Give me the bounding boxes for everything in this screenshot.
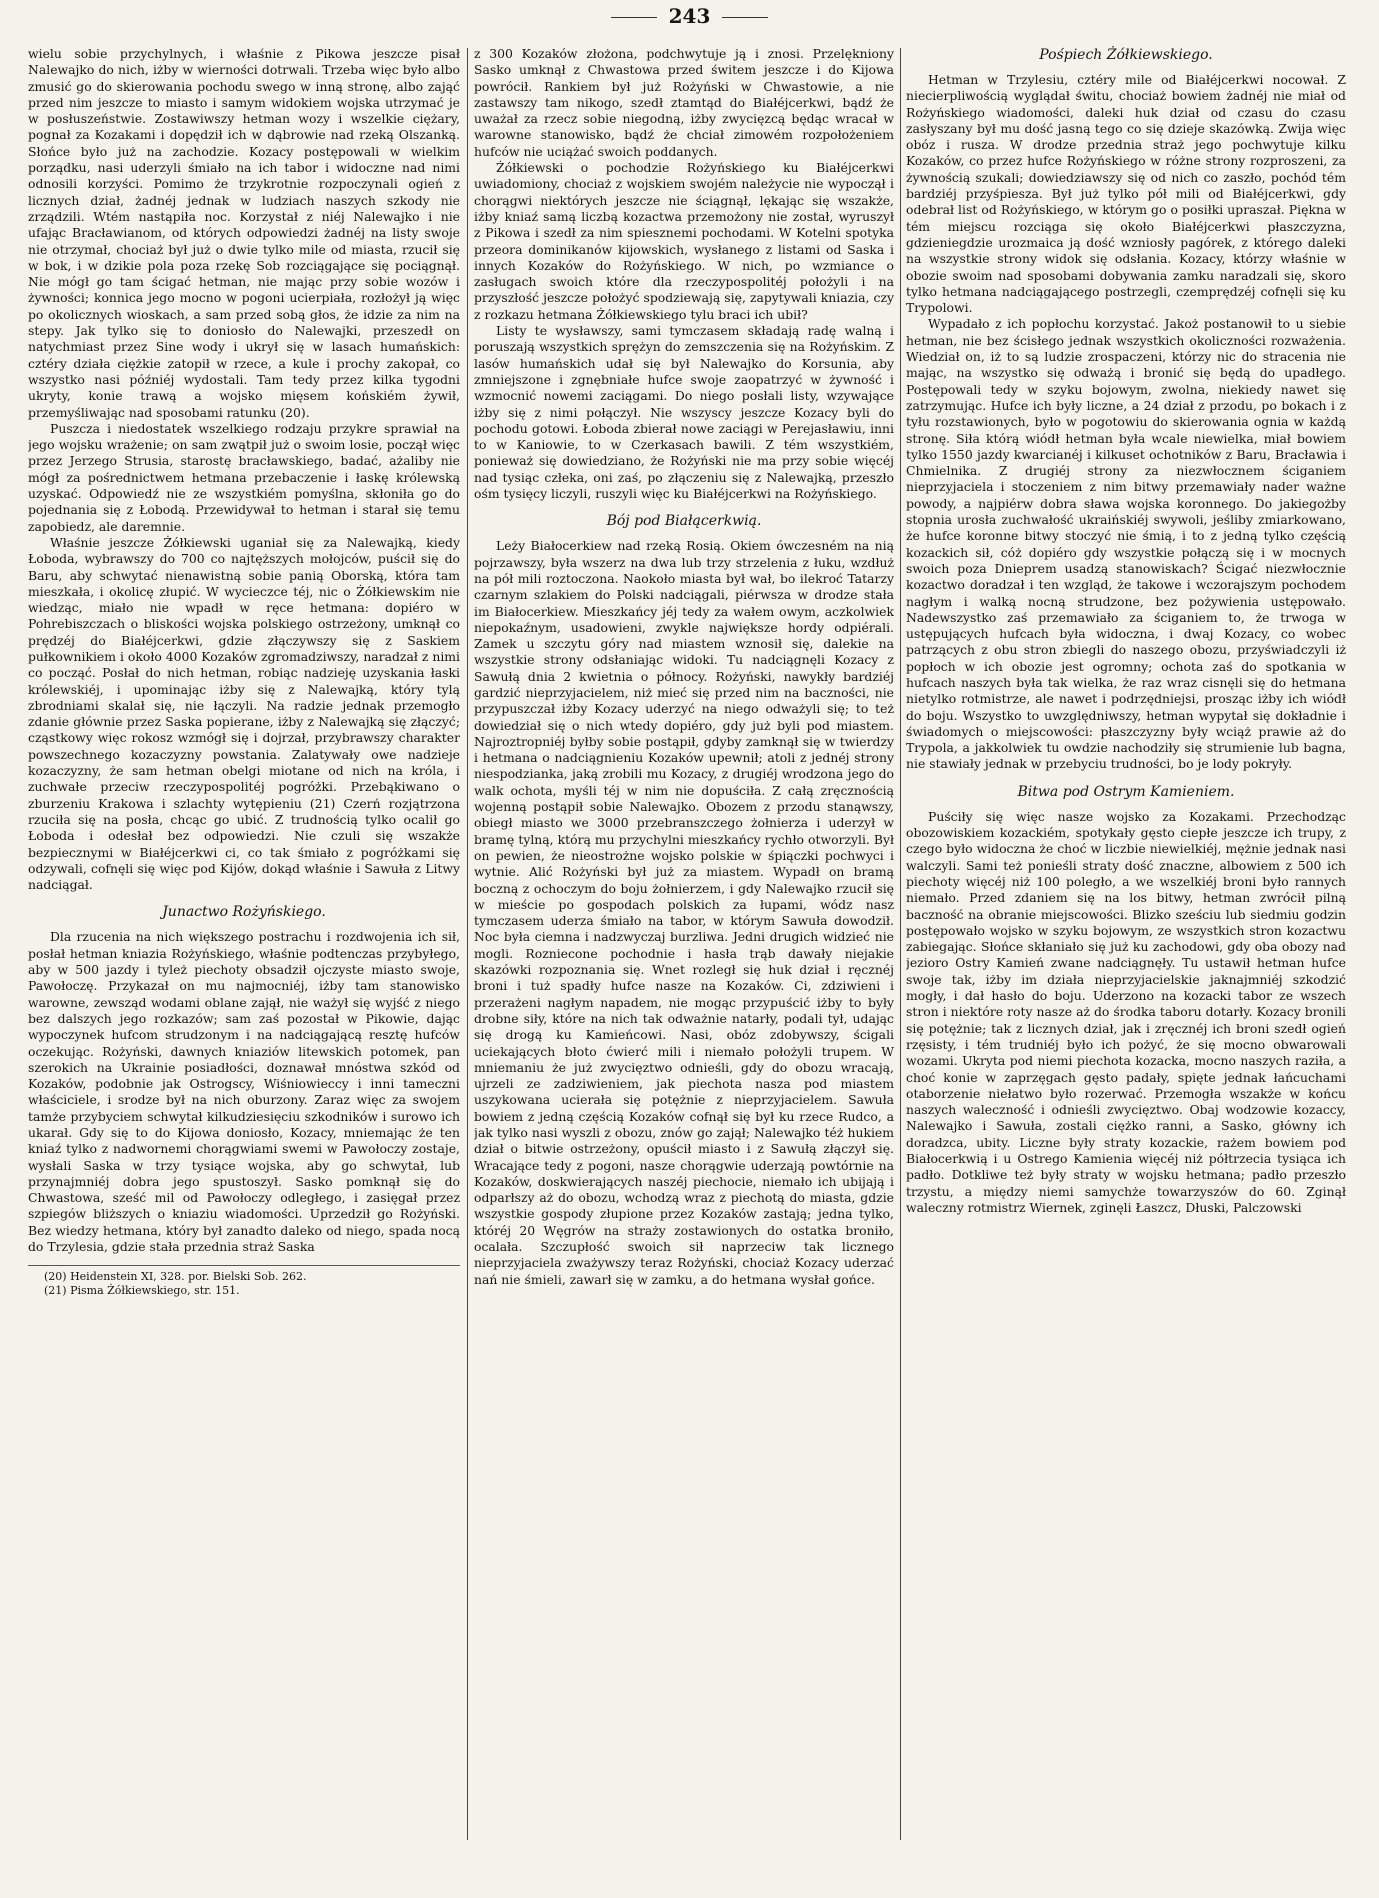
paragraph: Puściły się więc nasze wojsko za Kozakami. Przechodząc obozowiskiem kozackiém, spotykały gęsto ciepłe jeszcze ich trupy, z czego było widoczna że choć w liczbie niewielkiéj, mężnie jednak nasi walczyli. Sami też ponieśli straty dość znaczne, albowiem z 500 ich piechoty więcéj niż 100 poległo, a we wszelkiéj broni było rannych niemało. Przed zdaniem się na los bitwy, hetman zwrócił pilną baczność na obranie miejscowości. Blizko sześciu lub siedmiu godzin postępowało wojsko w szyku bojowym, ze wszystkich stron kozactwu zabiegając. Słońce skłaniało się już ku zachodowi, gdy oba obozy nad jezioro Ostry Kamień zwane nadciągnęły. Tu ustawił hetman hufce swoje tak, iżby im działa nieprzyjacielskie jaknajmniéj szkodzić mogły, i dał hasło do boju. Uderzono na kozacki tabor ze wszech stron i niektóre roty nasze aż do środka taboru dotarły. Kozacy bronili się potężnie; tak z licznych dział, jak i zręcznéj ich broni szedł ogień rzęsisty, i tém trudniéj było ich pożyć, że się mocno obwarowali wozami. Ukryta pod niemi piechota kozacka, mocno naszych raziła, a choć konie w zaprzęgach gęsto padały, spięte jednak łańcuchami otaborzenie niełatwo było rozerwać. Przemogła wszakże w końcu naszych waleczność i odnieśli zwycięztwo. Obaj wodzowie kozaccy, Nalewajko i Sawuła, zostali ciężko ranni, a Sasko, główny ich doradzca, ubity. Liczne były straty kozackie, rażem bowiem pod Białocerkwią i u Ostrego Kamienia więcéj niż półtrzecia tysiąca ich padło. Dotkliwe też były straty w wojsku hetmana; padło przeszło trzystu, a między niemi samychże towarzyszów do 60. Zginął waleczny rotmistrz Wiernek, zginęli Łaszcz, Dłuski, Palczowski [906, 808, 1346, 1215]
paragraph: Hetman w Trzylesiu, cztéry mile od Białéjcerkwi nocował. Z niecierpliwością wyglądał świtu, chociaż bowiem żadnéj nie miał od Rożyńskiego wiadomości, daleki huk dział od czasu do czasu zasłyszany był mu dość jasną tego co się dzieje skazówką. Zwija więc obóz i rusza. W drodze przednia straż jego pochwytuje kilku Kozaków, co przez hufce Rożyńskiego w różne strony rozproszeni, za żywnością szukali; dowiedziawszy się od nich co zaszło, pochód tém bardziéj przyśpiesza. Był już tylko pół mili od Białéjcerkwi, gdy odebrał list od Rożyńskiego, w którym go o posiłki upraszał. Piękna w tém miejscu rozciąga się około Białéjcerkwi płaszczyzna, gdzieniegdzie urozmaica ją dość wzniosły pagórek, z którego daleki na wszystkie strony widok się odsłania. Kozacy, którzy właśnie w obozie swoim nad sposobami dobywania zamku naradzali się, skoro tylko hetmana nadciągającego postrzegli, czemprędzéj cofnęli się ku Trypolowi. [906, 72, 1346, 316]
section-heading: Pośpiech Żółkiewskiego. [1039, 47, 1213, 63]
paragraph: wielu sobie przychylnych, i właśnie z Pikowa jeszcze pisał Nalewajko do nich, iżby w wierności dotrwali. Trzeba więc było albo zmusić go do skierowania pochodu swego w inną stronę, albo zająć przed nim jeszcze to miasto i samym widokiem wojska utrzymać je w posłuszeństwie. Zostawiwszy hetman wozy i wszelkie ciężary, pognał za Kozakami i dopędził ich w dąbrowie nad rzeką Olszanką. Słońce było już na zachodzie. Kozacy postępowali w wielkim porządku, nasi uderzyli śmiało na ich tabor i widoczne nad nimi odnosili korzyści. Pomimo że trzykrotnie rozpoczynali ogień z licznych dział, żadnéj jednak w ludziach naszych szkody nie zrządzili. Wtém nastąpiła noc. Korzystał z niéj Nalewajko i nie ufając Bracławianom, od których odpowiedzi żadnéj na listy swoje nie otrzymał, chociaż był już o dwie tylko mile od miasta, rzucił się w bok, i w dzikie pola poza rzekę Sob rozciągające się pociągnął. Nie mógł go tam ścigać hetman, nie mając przy sobie wozów i żywności; konnica jego mocno w pogoni ucierpiała, rozłożył ją więc po okolicznych wioskach, a sam przed sobą głos, że idzie za nim na stepy. Jak tylko się to doniosło do Nalewajki, przeszedł on natychmiast przez Sine wody i ukrył się w lasach humańskich: cztéry działa ciężkie zatopił w rzece, a kule i prochy zakopał, co wszystko nasi późniéj wydostali. Tam tedy przez kilka tygodni ukryty, konie trawą a wojsko mięsem końskiém żywił, przemyśliwając nad sposobami ratunku (20). [28, 46, 460, 420]
paragraph: Żółkiewski o pochodzie Rożyńskiego ku Białéjcerkwi uwiadomiony, chociaż z wojskiem swojém należycie nie wypoczął i chorągwi niektórych jeszcze nie ściągnął, lękając się wszakże, iżby kniaź samą liczbą kozactwa przemożony nie został, wyruszył z Pikowa i szedł za nim spiesznemi pochodami. W Kotelni spotyka przeora dominikanów kijowskich, wysłanego z listami od Saska i innych Kozaków do Rożyńskiego. W nich, po wzmiance o zasługach swoich które dla rzeczypospolitéj położyli i na przyszłość jeszcze położyć spodziewają się, zapytywali kniazia, czy z rozkazu hetmana Żółkiewskiego tylu braci ich ubił? [474, 160, 894, 322]
page-number: 243 [0, 4, 1379, 28]
paragraph: Właśnie jeszcze Żółkiewski uganiał się za Nalewajką, kiedy Łoboda, wybrawszy do 700 co najtęższych mołojców, puścił się do Baru, aby schwytać nienawistną sobie panią Oborską, która tam mieszkała, i okolicę złupić. W wycieczce téj, nic o Żółkiewskim nie wiedząc, miało nie wpadł w ręce hetmana: dopiéro w Pohrebiszczach o bliskości wojska polskiego ostrzeżony, umknął co prędzéj do Białéjcerkwi, gdzie złączywszy się z Saskiem pułkownikiem i około 4000 Kozaków zgromadziwszy, naradzał z nimi co począć. Posłał do nich hetman, robiąc nadzieję uzyskania łaski królewskiéj, i upominając iżby się z Nalewajką, który tylą zbrodniami skalał się, nie łączyli. Na radzie jednak przemogło zdanie głównie przez Saska popierane, iżby z Nalewajką się złączyć; cząstkowy więc rokosz wzmógł się i dojrzał, przybrawszy charakter powszechnego kozaczyzny powstania. Zalatywały owe nadzieje kozaczyzny, że sam hetman obelgi miotane od nich na króla, i zuchwałe przeciw rzeczypospolitéj pogróżki. Przebąkiwano o zburzeniu Krakowa i szlachty wytępieniu (21) Czerń rozjątrzona rzuciła się na posła, chcąc go ubić. Z trudnością tylko ocalił go Łoboda i odesłał bez odpowiedzi. Nie czuli się wszakże bezpiecznymi w Białéjcerkwi ci, co tak śmiało z pogróżkami się odzywali, cofnęli się więc pod Kijów, dokąd właśnie i Sawuła z Litwy nadciągał. [28, 534, 460, 893]
column-3 [906, 46, 1346, 1846]
paragraph: Puszcza i niedostatek wszelkiego rodzaju przykre sprawiał na jego wojsku wrażenie; on sam zwątpił już o swoim losie, począł więc przez Jerzego Strusia, starostę bracławskiego, badać, ażaliby nie mógł za pośrednictwem hetmana przebaczenie i łaskę królewską uzyskać. Odpowiedź nie ze wszystkiém pomyślna, skłoniła go do pojednania się z Łobodą. Przewidywał to hetman i starał się temu zapobiedz, ale daremnie. [28, 420, 460, 534]
paragraph: Listy te wysławszy, sami tymczasem składają radę walną i poruszają wszystkich sprężyn do zemszczenia się na Rożyńskim. Z lasów humańskich udał się był Nalewajko do Korsunia, aby zmniejszone i zgnębniałe hufce swoje zaopatrzyć w żywność i wzmocnić nowemi zaciągami. Do niego posłali listy, wzywające iżby się z nimi połączył. Nie wszyscy jeszcze Kozacy byli do pochodu gotowi. Łoboda zbierał nowe zaciągi w Perejasławiu, inni to w Kaniowie, to w Czerkasach bawili. Z tém wszystkiém, ponieważ się dowiedziano, że Rożyński nie ma przy sobie więcéj nad tysiąc człeka, oni zaś, po złączeniu się z Nalewajką, przeszło ośm tysięcy liczyli, ruszyli więc ku Białéjcerkwi na Rożyńskiego. [474, 323, 894, 502]
paragraph: Dla rzucenia na nich większego postrachu i rozdwojenia ich sił, posłał hetman kniazia Rożyńskiego, właśnie podtenczas przybyłego, aby w 500 jazdy i tyleż piechoty obsadził ojczyste miasto swoje, Pawołoczę. Przykazał on mu najmocniéj, iżby tam stanowisko warowne, zewsząd wodami oblane zajął, nie ważył się wyjść z niego bez dalszych jego rozkazów; sam zaś pozostał w Pikowie, dając wypoczynek hufcom strudzonym i na nadciągającą resztę hufców oczekując. Rożyński, dawnych kniaziów litewskich potomek, pan szerokich na Ukrainie posiadłości, doznawał mnóstwa szkód od Kozaków, podobnie jak Ostrogscy, Wiśniowieccy i inni tameczni właściciele, i srodze był na nich oburzony. Zaraz więc za swojem tamże przybyciem schwytał kilkudziesięciu szkodników i surowo ich ukarał. Gdy się to do Kijowa doniosło, Kozacy, mniemając że ten kniaź tylko z nadwornemi chorągwiami swemi w Pawołoczy zostaje, wysłali Saska w trzy tysiące wojska, aby go schwytał, lub przynajmniéj dobra jego spustoszył. Sasko pomknął się do Chwastowa, sześć mil od Pawołoczy odległego, i zasięgał przez szpiegów bliższych o kniaziu wiadomości. Uprzedził go Rożyński. Bez wiedzy hetmana, który był zanadto daleko od niego, spada nocą do Trzylesia, gdzie stała przednia straż Saska [28, 929, 460, 1255]
footnote: (20) Heidenstein XI, 328. por. Bielski Sob. 262. [44, 1270, 307, 1284]
column-2 [474, 46, 894, 1846]
paragraph: Leży Białocerkiew nad rzeką Rosią. Okiem ówczesném na nią pojrzawszy, była wszerz na dwa lub trzy strzelenia z łuku, wzdłuż na pół mili roztoczona. Naokoło miasta był wał, bo ilekroć Tatarzy czarnym szlakiem do Polski nadciągali, piérwsza w drodze stała im Białocerkiew. Mieszkańcy jéj tedy za wałem owym, aczkolwiek niepokaźnym, usadowieni, zwykle największe hordy odpiérali. Zamek u szczytu góry nad miastem wznosił się, dalekie na wszystkie strony odsłaniając widoki. Tu nadciągnęli Kozacy z Sawułą dnia 2 kwietnia o północy. Rożyński, nawykły bardziéj gardzić nieprzyjacielem, niż mieć się przed nim na baczności, nie przypuszczał iżby Kozacy uderzyć na niego odważyli się; to też dowiedział się o nich wtedy dopiéro, gdy już byli pod miastem. Najroztropniéj byłby sobie postąpił, gdyby zamknął się w twierdzy i hetmana o nadciągnieniu Kozaków upewnił; atoli z jednéj strony niespodzianka, jaką zrobili mu Kozacy, z drugiéj wrodzona jego do walk ochota, myśli téj w nim nie dopuściła. Z całą zręcznością wojenną postąpił sobie Nalewajko. Obozem z przodu stanąwszy, obiegł miasto we 3000 przebranszczego żołnierza i uderzył w bramę tylną, którą mu przychylni mieszkańcy rychło otworzyli. Był on pewien, że nieostrożne wojsko polskie w śpiączki pochwyci i wytnie. Alić Rożyński był już za miastem. Wypadł on bramą boczną z ochoczym do boju żołnierzem, i gdy Nalewajko rzucił się w mieście po gospodach polskich za łupami, wódz nasz tymczasem uderza śmiało na tabor, w którym Sawuła dowodził. Noc była ciemna i nadzwyczaj burzliwa. Jedni drugich widzieć nie mogli. Rozniecone pochodnie i hasła trąb dawały niejakie skazówki rozpoznania się. Wnet rozległ się huk dział i ręcznéj broni i tuż spadły hufce nasze na Kozaków. Ci, zdziwieni i przerażeni nagłym napadem, nie mogąc przypuścić iżby to były drobne siły, które na nich tak odważnie natarły, podali tył, udając się drogą ku Kamieńcowi. Nasi, obóz zdobywszy, ścigali uciekających błoto ćwierć mili i niemało położyli trupem. W mniemaniu że już zwycięztwo odnieśli, gdy do obozu wracają, ujrzeli ze zadziwieniem, jak piechota nasza pod miastem uszykowana ucierała się potężnie z nieprzyjacielem. Sawuła bowiem z jedną częścią Kozaków cofnął się był ku rzece Rudco, a jak tylko nasi wyszli z obozu, znów go zajął; Nalewajko téż hukiem dział o bitwie ostrzeżony, opuścił miasto i z Sawułą złączył się. Wracające tedy z pogoni, nasze chorągwie uderzają powtórnie na Kozaków, doskwierających naszéj piechocie, niemało ich ubijają i odparłszy aż do obozu, wchodzą wraz z piechotą do miasta, gdzie wszystkie gospody złupione przez Kozaków zastają; jedna tylko, któréj 20 Węgrów na straży zostawionych do ostatka broniło, ocalała. Szczupłość swoich sił naprzeciw tak licznego nieprzyjaciela zważywszy teraz Rożyński, chociaż Kozacy uderzać nań nie śmieli, zawarł się w zamku, a do hetmana wysłał gońce. [474, 538, 894, 1287]
footnote: (21) Pisma Żółkiewskiego, str. 151. [44, 1284, 240, 1298]
paragraph: Wypadało z ich popłochu korzystać. Jakoż postanowił to u siebie hetman, nie bez ścisłego jednak wszystkich okoliczności rozważenia. Wiedział on, iż to są ludzie zrospaczeni, którzy nic do stracenia nie mając, na wszystko się odważą i bronić się będą do upadłego. Postępowali tedy w szyku bojowym, zwolna, niekiedy nawet się zatrzymując. Hufce ich były liczne, a 24 dział z przodu, po bokach i z tyłu rozstawionych, było w pogotowiu do skierowania ognia w każdą stronę. Siła którą wiódł hetman była wcale niewielka, miał bowiem tylko 1550 jazdy kwarcianéj i kilkuset ochotników z Baru, Bracławia i Chmielnika. Z drugiéj strony za niezwłocznem ściganiem nieprzyjaciela i stoczeniem z nim bitwy przemawiały nader ważne powody, a najpiérw dobra sława wojska koronnego. Do jakiegożby stopnia urosła zuchwałość ukraińskiéj swywoli, jeśliby zmiarkowano, że hufce koronne bitwy stoczyć nie śmią, i to z jedną tylko częścią kozackich sił, cóż dopiéro gdy wszystkie połączą się i w mocnych swoich poza Dnieprem usadzą stanowiskach? Ścigać niezwłocznie kozactwo doradzał i ten wzgląd, że takowe i wczorajszym pochodem nagłym i walką nocną strudzone, bez pożywienia ustępowało. Nadewszystko zaś przemawiało za ściganiem to, że trwoga w ustępujących hufcach była widoczna, i dwaj Kozacy, co wobec patrzących z obu stron zbiegli do naszego obozu, przyświadczyli iż popłoch w ich obozie jest ogromny; ochota zaś do spotkania w hufcach naszych była tak wielka, że raz wraz cisnęli się do hetmana nietylko rotmistrze, ale nawet i podrzędniejsi, prosząc iżby ich wiódł do boju. Wszystko to uwzględniwszy, hetman wypytał się dokładnie i świadomych o miejscowości: płaszczyzny były wciąż prawie aż do Trypola, a jakkolwiek tu owdzie nachodziły się strumienie lub bagna, nie stawiały jednak w przebyciu trudności, bo je lody pokryły. [906, 316, 1346, 772]
column-rule-1 [467, 48, 468, 1840]
section-heading: Bój pod Białącerkwią. [606, 513, 762, 530]
section-heading: Bitwa pod Ostrym Kamieniem. [1017, 783, 1235, 800]
column-1 [28, 46, 460, 1846]
section-heading: Junactwo Rożyńskiego. [162, 904, 326, 921]
footnotes [28, 1265, 460, 1298]
paragraph: z 300 Kozaków złożona, podchwytuje ją i znosi. Przelękniony Sasko umknął z Chwastowa przed świtem jeszcze i do Kijowa powrócił. Rankiem był już Rożyński w Chwastowie, a nie zastawszy tam nikogo, szedł ztamtąd do Białéjcerkwi, bądź że uważał za rzecz sobie niegodną, iżby zwycięzcą będąc wracał w warowne stanowisko, bądź że chciał zimowém rozpołożeniem hufców nie uciążać swoich poddanych. [474, 46, 894, 159]
column-rule-2 [900, 48, 901, 1840]
